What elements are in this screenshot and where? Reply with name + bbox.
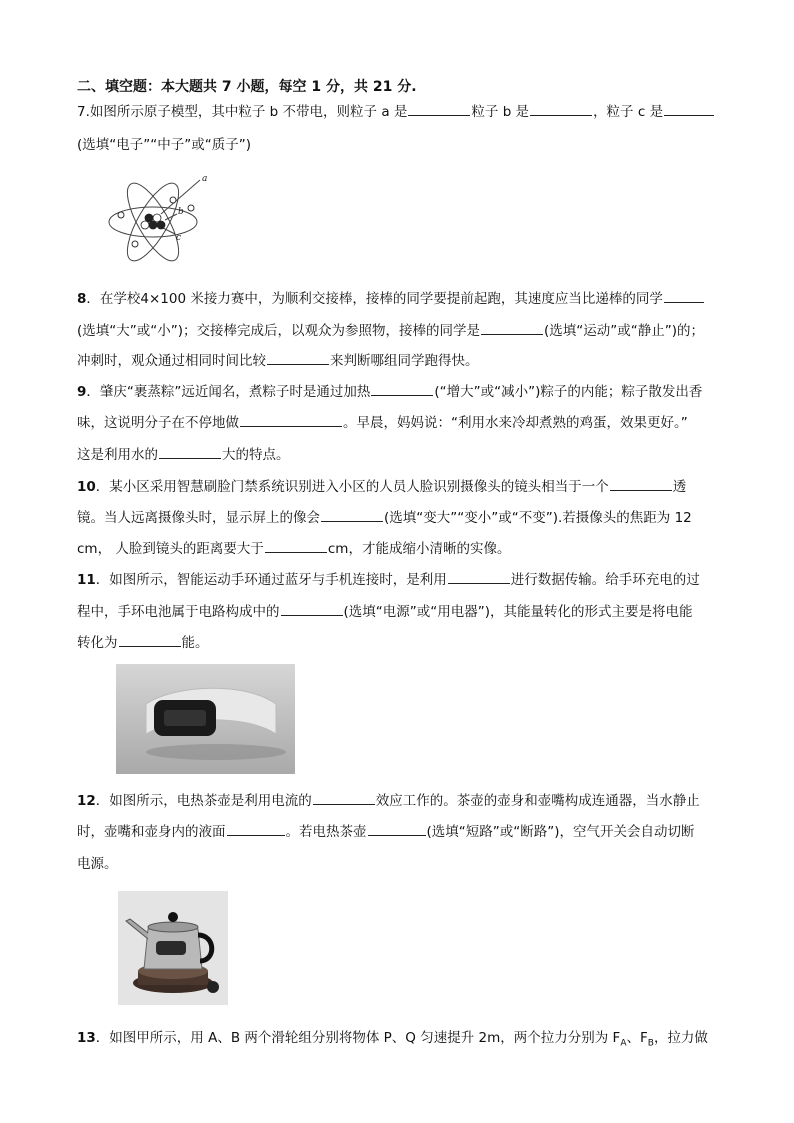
question-number: 11 [77, 572, 96, 588]
question-text: (“增大”或“减小”)粽子的内能；粽子散发出香 [434, 384, 703, 400]
question-text: (选填“变大”“变小”或“不变”).若摄像头的焦距为 12 [384, 510, 692, 526]
answer-blank[interactable] [664, 290, 704, 303]
subscript: B [647, 1038, 654, 1049]
question-text: 。早晨，妈妈说：“利用水来冷却煮熟的鸡蛋，效果更好。” [343, 415, 688, 431]
question-7-line-2: (选填“电子”“中子”或“质子”) [77, 137, 251, 153]
question-text: 来判断哪组同学跑得快。 [330, 353, 479, 369]
question-text: ，拉力做 [653, 1030, 708, 1046]
question-text: 透 [672, 479, 687, 495]
answer-blank[interactable] [281, 603, 343, 616]
question-number: 7 [77, 104, 86, 120]
question-9-line-2 [77, 414, 688, 432]
electron [118, 212, 124, 218]
smart-band-photo [116, 664, 295, 774]
question-text: 、F [626, 1030, 648, 1046]
question-12-line-3: 电源。 [77, 856, 118, 872]
question-12-line-2 [77, 823, 695, 841]
question-9-line-1 [77, 383, 702, 401]
question-text: 冲刺时，观众通过相同时间比较 [77, 353, 266, 369]
power-cord [207, 981, 219, 993]
question-text: 味，这说明分子在不停地做 [77, 415, 239, 431]
question-text: 这是利用水的 [77, 447, 158, 463]
question-text: ．如图甲所示，用 A、B 两个滑轮组分别将物体 P、Q 匀速提升 2m，两个拉力分别为 F [95, 1030, 621, 1046]
subscript: A [620, 1038, 627, 1049]
answer-blank[interactable] [321, 509, 383, 522]
question-text: ．肇庆“裹蒸粽”远近闻名，煮粽子时是通过加热 [86, 384, 371, 400]
answer-blank[interactable] [610, 478, 672, 491]
question-text: 能。 [181, 635, 209, 651]
question-text: ．在学校4×100 米接力赛中，为顺利交接棒，接棒的同学要提前起跑，其速度应当比递棒的同学 [86, 291, 663, 307]
electric-kettle-photo [118, 891, 228, 1005]
answer-blank[interactable] [530, 103, 592, 116]
answer-blank[interactable] [408, 103, 470, 116]
answer-blank[interactable] [481, 322, 543, 335]
question-11-line-1 [77, 571, 700, 589]
question-9-line-3 [77, 446, 290, 464]
section-title: 二、填空题：本大题共 7 小题，每空 1 分，共 21 分. [77, 79, 417, 95]
question-text: 程中，手环电池属于电路构成中的 [77, 604, 280, 620]
question-13-line-1 [77, 1029, 708, 1053]
answer-blank[interactable] [240, 414, 342, 427]
question-10-line-3 [77, 540, 510, 558]
question-8-line-2 [77, 322, 704, 340]
question-10-line-1 [77, 478, 686, 496]
question-text: ．某小区采用智慧刷脸门禁系统识别进入小区的人员人脸识别摄像头的镜头相当于一个 [95, 479, 609, 495]
question-7-line-1 [77, 103, 715, 121]
answer-blank[interactable] [159, 446, 221, 459]
question-text: 粒子 b 是 [471, 104, 530, 120]
answer-blank[interactable] [448, 571, 510, 584]
answer-blank[interactable] [267, 352, 329, 365]
question-text: .如图所示原子模型，其中粒子 b 不带电，则粒子 a 是 [85, 104, 408, 120]
question-number: 8 [77, 291, 87, 307]
question-10-line-2 [77, 509, 692, 527]
question-text: cm， 人脸到镜头的距离要大于 [77, 541, 264, 557]
question-text: (选填“电源”或“用电器”)，其能量转化的形式主要是将电能 [343, 604, 693, 620]
electron [132, 241, 138, 247]
electron [170, 197, 176, 203]
answer-blank[interactable] [119, 634, 181, 647]
question-number: 12 [77, 793, 96, 809]
question-8-line-1 [77, 290, 705, 308]
kettle-lid-knob [168, 912, 178, 922]
question-text: 大的特点。 [222, 447, 290, 463]
question-number: 10 [77, 479, 96, 495]
answer-blank[interactable] [313, 792, 375, 805]
question-text: cm，才能成缩小清晰的实像。 [327, 541, 511, 557]
question-number: 13 [77, 1030, 96, 1046]
question-text: 效应工作的。茶壶的壶身和壶嘴构成连通器，当水静止 [375, 793, 700, 809]
question-number: 9 [77, 384, 87, 400]
answer-blank[interactable] [227, 823, 285, 836]
question-text: 进行数据传输。给手环充电的过 [510, 572, 700, 588]
question-11-line-3 [77, 634, 209, 652]
kettle-label [156, 941, 186, 955]
question-text: ．如图所示，电热茶壶是利用电流的 [95, 793, 312, 809]
question-11-line-2 [77, 603, 693, 621]
answer-blank[interactable] [368, 823, 426, 836]
question-text: (选填“运动”或“静止”)的； [544, 323, 705, 339]
answer-blank[interactable] [265, 540, 327, 553]
particle-label-b: b [178, 207, 184, 217]
answer-blank[interactable] [664, 103, 714, 116]
particle-label-c: c [176, 233, 182, 243]
question-text: (选填“大”或“小”)；交接棒完成后，以观众为参照物，接棒的同学是 [77, 323, 481, 339]
question-text: 转化为 [77, 635, 118, 651]
question-text: ，粒子 c 是 [593, 104, 664, 120]
answer-blank[interactable] [371, 383, 433, 396]
question-text: 镜。当人远离摄像头时，显示屏上的像会 [77, 510, 320, 526]
question-text: 时，壶嘴和壶身内的液面 [77, 824, 226, 840]
question-8-line-3 [77, 352, 479, 370]
atom-model-figure [105, 170, 215, 270]
question-text: ．如图所示，智能运动手环通过蓝牙与手机连接时，是利用 [95, 572, 447, 588]
question-12-line-1 [77, 792, 700, 810]
electron [188, 205, 194, 211]
particle-label-a: a [202, 174, 208, 184]
nucleus [141, 214, 165, 229]
question-text: (选填“短路”或“断路”)，空气开关会自动切断 [426, 824, 695, 840]
question-text: 。若电热茶壶 [285, 824, 367, 840]
